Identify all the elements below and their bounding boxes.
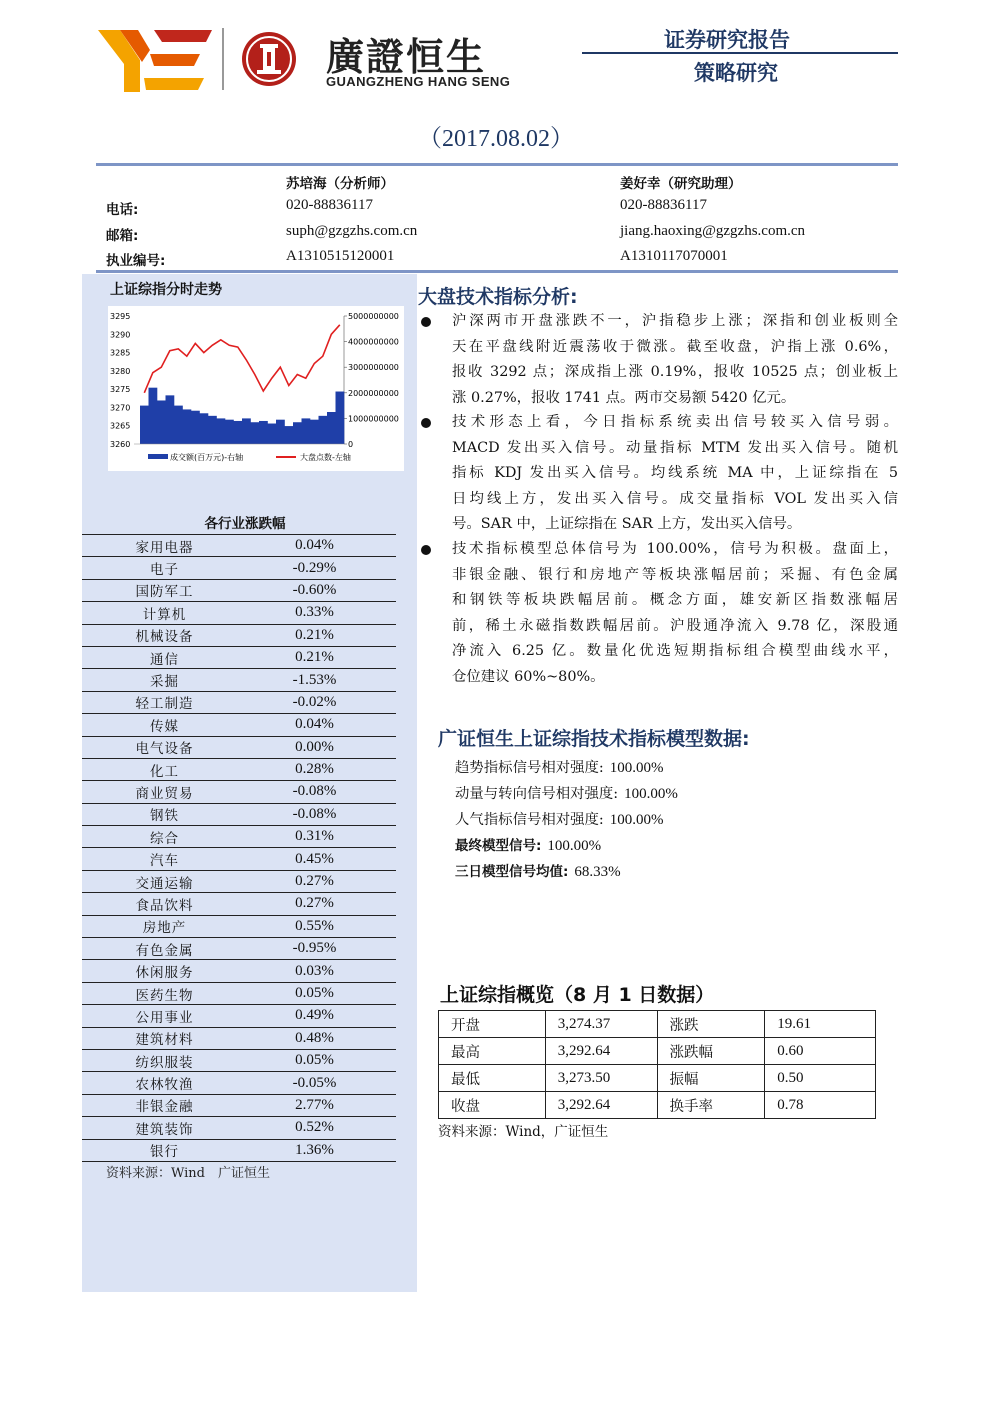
overview-row (439, 1092, 876, 1119)
legend-price: 大盘点数-左轴 (300, 453, 351, 462)
bullet-3 (421, 545, 431, 555)
paragraph-line: 前，稀土永磁指数跌幅居前。沪股通净流入 9.78 亿，深股通 (452, 617, 898, 634)
industry-row (82, 1049, 396, 1071)
paragraph-line: 报收 3292 点；深成指上涨 0.19%，报收 10525 点；创业板上 (452, 364, 898, 380)
industry-row (82, 826, 396, 848)
index-overview-table (438, 1010, 876, 1119)
right-axis-tick: 4000000000 (348, 337, 399, 347)
overview-row (439, 1038, 876, 1065)
email-label: 邮箱: (106, 228, 139, 244)
volume-bar (319, 416, 328, 444)
industry-name: 食品饮料 (82, 893, 247, 915)
volume-bar (217, 418, 226, 444)
bullet-2 (421, 418, 431, 428)
analysis-paragraph-1 (452, 309, 898, 411)
right-source-note: 资料来源：Wind，广证恒生 (438, 1124, 609, 1140)
industry-name: 房地产 (82, 915, 247, 937)
intraday-chart-title: 上证综指分时走势 (110, 282, 222, 298)
industry-change: -0.02% (247, 691, 396, 713)
report-category: 策略研究 (694, 61, 778, 85)
industry-row (82, 557, 396, 579)
analyst-divider (96, 270, 898, 273)
analyst-2-email[interactable]: jiang.haoxing@gzgzhs.com.cn (620, 223, 806, 239)
volume-bar (293, 422, 302, 444)
left-axis-tick: 3265 (110, 421, 131, 431)
overview-row (439, 1065, 876, 1092)
left-axis-tick: 3270 (110, 403, 131, 413)
industry-row (82, 691, 396, 713)
volume-bar (268, 424, 277, 444)
phone-label: 电话: (106, 202, 139, 218)
seal-icon (240, 30, 298, 88)
industry-row (82, 579, 396, 601)
model-value: 100.00% (624, 786, 678, 802)
price-series-line (144, 325, 339, 393)
industry-row (82, 1005, 396, 1027)
analyst-2-name: 姜好幸（研究助理） (620, 176, 742, 192)
industry-change: -1.53% (247, 669, 396, 691)
industry-change: 0.27% (247, 870, 396, 892)
industry-change: 0.00% (247, 736, 396, 758)
overview-value: 19.61 (765, 1011, 876, 1038)
industry-name: 交通运输 (82, 870, 247, 892)
volume-bar (310, 420, 319, 444)
industry-change: 0.04% (247, 714, 396, 736)
overview-label: 最高 (439, 1038, 546, 1065)
model-row (455, 756, 664, 777)
volume-bar (242, 418, 251, 444)
paragraph-line: 非银金融、银行和房地产等板块涨幅居前；采掘、有色金属 (452, 566, 898, 583)
industry-change: -0.08% (247, 803, 396, 825)
industry-name: 银行 (82, 1139, 247, 1161)
legend-volume: 成交额(百万元)-右轴 (170, 453, 244, 462)
overview-value: 0.50 (765, 1065, 876, 1092)
industry-change: 0.04% (247, 535, 396, 557)
paragraph-line: 技术形态上看，今日指标系统卖出信号较买入信号弱。 (452, 414, 898, 430)
paragraph-line: 天在平盘线附近震荡收于微涨。截至收盘，沪指上涨 0.6%， (452, 338, 898, 355)
industry-change: -0.05% (247, 1072, 396, 1094)
industry-row (82, 535, 396, 557)
overview-label: 涨跌 (657, 1011, 765, 1038)
paragraph-line: 仓位建议 60%~80%。 (452, 668, 605, 685)
analyst-1-phone: 020-88836117 (286, 197, 373, 213)
paragraph-line: 涨 0.27%，报收 1741 点。两市交易额 5420 亿元。 (452, 389, 796, 406)
volume-bar (327, 412, 336, 444)
industry-change: 0.33% (247, 602, 396, 624)
industry-row (82, 803, 396, 825)
industry-row (82, 736, 396, 758)
license-label: 执业编号: (106, 253, 166, 269)
industry-change: 0.55% (247, 915, 396, 937)
model-label: 人气指标信号相对强度: (455, 812, 604, 828)
model-label: 最终模型信号: (455, 838, 542, 854)
overview-value: 3,292.64 (545, 1092, 657, 1119)
industry-row (82, 1027, 396, 1049)
bullet-1 (421, 317, 431, 327)
analyst-1-name: 苏培海（分析师） (286, 176, 394, 192)
brand-name-cn: 廣證恒生 (326, 35, 487, 79)
paragraph-line: 沪深两市开盘涨跌不一，沪指稳步上涨；深指和创业板则全 (452, 313, 898, 329)
industry-row (82, 758, 396, 780)
industry-change: -0.29% (247, 557, 396, 579)
industry-row (82, 1117, 396, 1139)
industry-name: 传媒 (82, 714, 247, 736)
volume-bar (276, 420, 285, 444)
volume-bar (285, 426, 294, 444)
left-axis-tick: 3285 (110, 348, 131, 358)
industry-row (82, 938, 396, 960)
volume-bar (208, 416, 217, 444)
intraday-chart (108, 306, 404, 471)
industry-row (82, 1072, 396, 1094)
volume-bar (225, 420, 234, 444)
industry-change: 0.27% (247, 893, 396, 915)
overview-label: 换手率 (657, 1092, 765, 1119)
report-type: 证券研究报告 (664, 28, 790, 52)
model-label: 趋势指标信号相对强度: (455, 760, 604, 776)
right-axis-tick: 3000000000 (348, 363, 399, 373)
industry-name: 休闲服务 (82, 960, 247, 982)
industry-table-title: 各行业涨跌幅 (204, 516, 286, 532)
industry-name: 建筑装饰 (82, 1117, 247, 1139)
overview-label: 收盘 (439, 1092, 546, 1119)
analyst-2-phone: 020-88836117 (620, 197, 707, 213)
industry-change: 0.28% (247, 758, 396, 780)
industry-name: 农林牧渔 (82, 1072, 247, 1094)
industry-change: 0.21% (247, 624, 396, 646)
right-axis-tick: 1000000000 (348, 414, 399, 424)
overview-label: 开盘 (439, 1011, 546, 1038)
right-axis-tick: 2000000000 (348, 388, 399, 398)
volume-bar (336, 392, 345, 444)
model-row (455, 834, 601, 855)
industry-change: 0.31% (247, 826, 396, 848)
model-label: 动量与转向信号相对强度: (455, 786, 619, 802)
industry-row (82, 624, 396, 646)
model-row (455, 808, 664, 829)
industry-name: 有色金属 (82, 938, 247, 960)
industry-name: 电子 (82, 557, 247, 579)
industry-change: 0.05% (247, 1049, 396, 1071)
industry-change: -0.95% (247, 938, 396, 960)
industry-row (82, 1139, 396, 1161)
volume-bar (191, 411, 200, 444)
volume-bar (251, 422, 260, 444)
logo-divider (222, 28, 224, 90)
analysis-title: 大盘技术指标分析: (418, 286, 578, 308)
industry-name: 医药生物 (82, 982, 247, 1004)
industry-name: 国防军工 (82, 579, 247, 601)
industry-name: 通信 (82, 646, 247, 668)
analyst-1-email[interactable]: suph@gzgzhs.com.cn (286, 223, 418, 239)
industry-name: 商业贸易 (82, 781, 247, 803)
industry-row (82, 1094, 396, 1116)
industry-change: 0.45% (247, 848, 396, 870)
industry-name: 钢铁 (82, 803, 247, 825)
ye-logo-icon (98, 26, 214, 96)
overview-title: 上证综指概览（8 月 1 日数据） (440, 984, 715, 1006)
industry-change-table (82, 534, 396, 1162)
analyst-1-license: A1310515120001 (286, 248, 395, 264)
model-value: 100.00% (547, 838, 602, 854)
header-rule (582, 52, 898, 54)
brand-name-en: GUANGZHENG HANG SENG (326, 74, 511, 89)
model-label: 三日模型信号均值: (455, 864, 569, 880)
industry-row (82, 781, 396, 803)
paragraph-line: 号。SAR 中，上证综指在 SAR 上方，发出买入信号。 (452, 516, 802, 532)
industry-change: 0.05% (247, 982, 396, 1004)
industry-change: -0.60% (247, 579, 396, 601)
industry-name: 计算机 (82, 602, 247, 624)
industry-name: 非银金融 (82, 1094, 247, 1116)
paragraph-line: 指标 KDJ 发出买入信号。均线系统 MA 中，上证综指在 5 (452, 465, 898, 481)
industry-name: 轻工制造 (82, 691, 247, 713)
industry-row (82, 669, 396, 691)
left-axis-tick: 3290 (110, 330, 131, 340)
industry-change: 0.52% (247, 1117, 396, 1139)
industry-name: 家用电器 (82, 535, 247, 557)
left-axis-tick: 3260 (110, 440, 131, 449)
industry-row (82, 848, 396, 870)
left-axis-tick: 3295 (110, 312, 131, 321)
industry-row (82, 960, 396, 982)
analysis-paragraph-2 (452, 410, 898, 538)
industry-name: 公用事业 (82, 1005, 247, 1027)
overview-value: 3,274.37 (545, 1011, 657, 1038)
industry-change: 0.48% (247, 1027, 396, 1049)
industry-name: 建筑材料 (82, 1027, 247, 1049)
overview-label: 涨跌幅 (657, 1038, 765, 1065)
industry-name: 机械设备 (82, 624, 247, 646)
paragraph-line: 净流入 6.25 亿。数量化优选短期指标组合模型曲线水平， (452, 643, 898, 659)
right-axis-tick: 5000000000 (348, 312, 399, 321)
industry-change: 1.36% (247, 1139, 396, 1161)
paragraph-line: 技术指标模型总体信号为 100.00%，信号为积极。盘面上， (452, 541, 898, 557)
industry-name: 纺织服装 (82, 1049, 247, 1071)
model-title: 广证恒生上证综指技术指标模型数据: (438, 728, 750, 750)
overview-value: 0.78 (765, 1092, 876, 1119)
report-date: （2017.08.02） (418, 126, 574, 152)
industry-row (82, 870, 396, 892)
volume-bar (200, 413, 209, 444)
paragraph-line: MACD 发出买入信号。动量指标 MTM 发出买入信号。随机 (452, 439, 898, 456)
volume-bar (259, 421, 268, 444)
model-value: 100.00% (609, 760, 664, 776)
top-divider (96, 163, 898, 166)
left-source-note: 资料来源：Wind 广证恒生 (106, 1166, 270, 1181)
overview-label: 振幅 (657, 1065, 765, 1092)
volume-bar (234, 421, 243, 444)
overview-value: 3,273.50 (545, 1065, 657, 1092)
industry-row (82, 602, 396, 624)
overview-value: 3,292.64 (545, 1038, 657, 1065)
paragraph-line: 日均线上方，发出买入信号。成交量指标 VOL 发出买入信 (452, 490, 898, 507)
industry-change: 0.03% (247, 960, 396, 982)
industry-name: 化工 (82, 758, 247, 780)
analyst-2-license: A1310117070001 (620, 248, 728, 264)
volume-bar (174, 406, 183, 444)
volume-bar (149, 388, 158, 444)
model-value: 100.00% (609, 812, 664, 828)
volume-bar (166, 395, 175, 444)
overview-value: 0.60 (765, 1038, 876, 1065)
model-row (455, 860, 621, 881)
left-axis-tick: 3280 (110, 366, 131, 376)
industry-row (82, 893, 396, 915)
overview-row (439, 1011, 876, 1038)
industry-change: 0.21% (247, 646, 396, 668)
industry-name: 汽车 (82, 848, 247, 870)
industry-row (82, 714, 396, 736)
model-value: 68.33% (574, 864, 621, 880)
analysis-paragraph-3 (452, 537, 898, 690)
right-axis-tick: 0 (348, 440, 354, 449)
model-row (455, 782, 678, 803)
industry-change: -0.08% (247, 781, 396, 803)
volume-bar (157, 400, 166, 444)
industry-change: 0.49% (247, 1005, 396, 1027)
industry-name: 综合 (82, 826, 247, 848)
industry-row (82, 915, 396, 937)
volume-bar (140, 406, 149, 444)
volume-bar (302, 418, 311, 444)
industry-change: 2.77% (247, 1094, 396, 1116)
volume-bar (183, 409, 192, 444)
industry-name: 电气设备 (82, 736, 247, 758)
industry-row (82, 982, 396, 1004)
paragraph-line: 和钢铁等板块跌幅居前。概念方面，雄安新区指数涨幅居 (452, 592, 898, 608)
legend-swatch-volume (148, 454, 168, 459)
industry-row (82, 646, 396, 668)
left-axis-tick: 3275 (110, 385, 131, 395)
industry-name: 采掘 (82, 669, 247, 691)
overview-label: 最低 (439, 1065, 546, 1092)
